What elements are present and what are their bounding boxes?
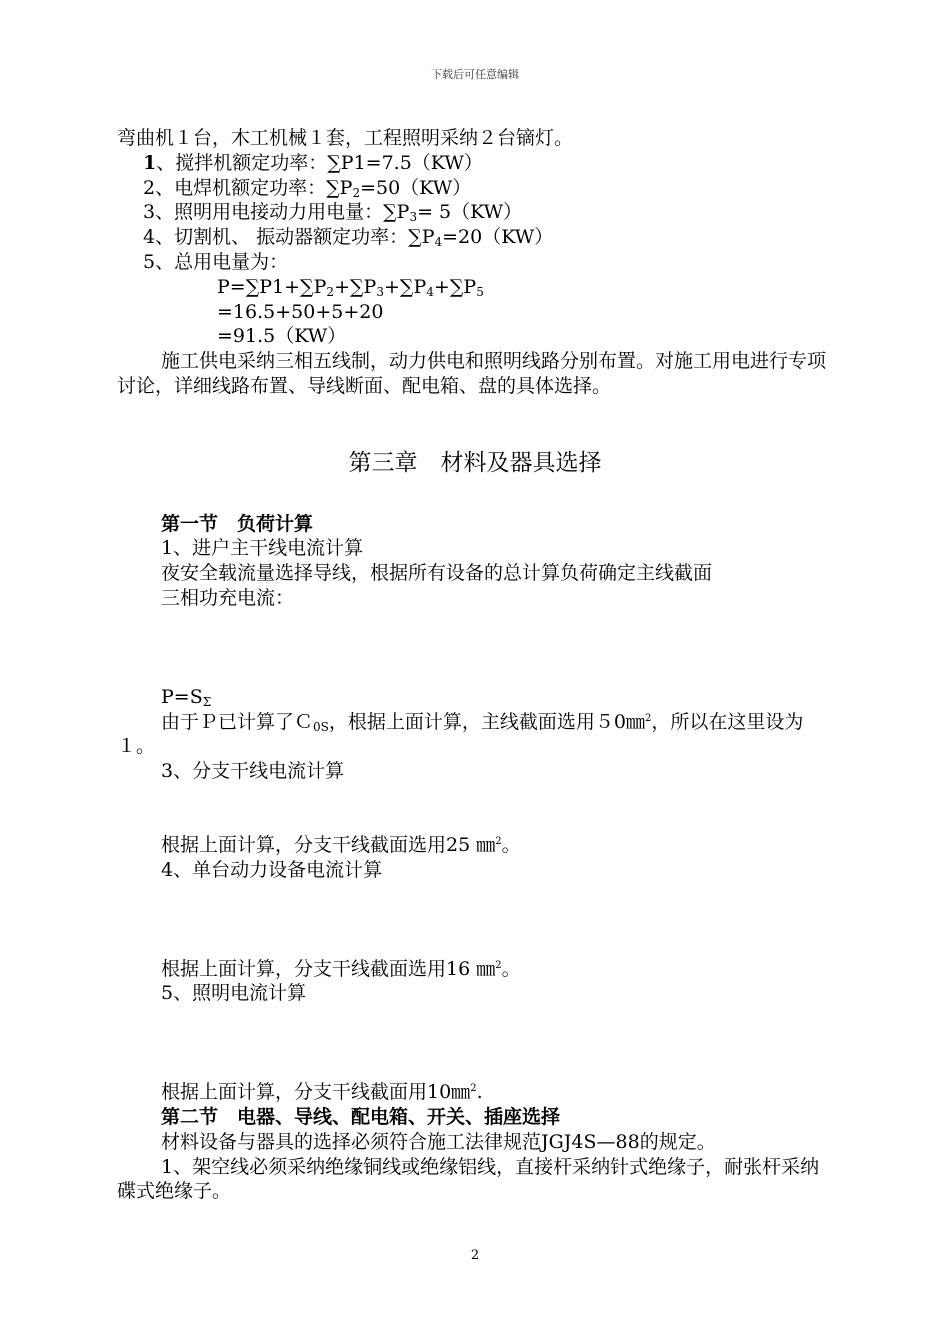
subscript: 2 xyxy=(326,284,335,299)
list-item xyxy=(117,151,833,176)
formula-text: P=S xyxy=(161,685,203,708)
superscript: 2 xyxy=(644,712,652,724)
formula-text: P=∑P1+∑P xyxy=(217,275,327,298)
formula-placeholder xyxy=(117,611,833,685)
paragraph-text: 。 xyxy=(501,957,521,980)
paragraph-text: 根据上面计算，分支干线截面用10㎜ xyxy=(161,1081,471,1104)
list-text: =50（KW） xyxy=(360,176,472,199)
subsection-heading: 5、照明电流计算 xyxy=(161,982,307,1005)
paragraph-line: 弯曲机１台，木工机械１套，工程照明采纳２台镝灯。 xyxy=(117,127,574,149)
list-text: 3、照明用电接动力用电量：∑P xyxy=(143,201,410,224)
paragraph-text: ，根据上面计算，主线截面选用５0㎜ xyxy=(328,710,645,733)
paragraph-text: 根据上面计算，分支干线截面选用25 ㎜ xyxy=(161,833,496,856)
subscript: 0S xyxy=(313,719,329,734)
paragraph-text: 由于Ｐ已计算了Ｃ xyxy=(161,710,314,733)
document-body xyxy=(117,126,833,1204)
paragraph-text: 根据上面计算，分支干线截面选用16 ㎜ xyxy=(161,957,496,980)
list-text: =20（KW） xyxy=(442,226,554,249)
subscript: 3 xyxy=(409,210,418,225)
superscript: 2 xyxy=(495,835,502,847)
paragraph xyxy=(117,710,833,760)
list-text: 2、电焊机额定功率：∑P xyxy=(143,176,353,199)
page-number: 2 xyxy=(470,1248,480,1263)
formula-line: =91.5（KW） xyxy=(217,325,347,348)
formula-line xyxy=(117,275,833,300)
subscript: 4 xyxy=(426,284,434,299)
paragraph: 1、架空线必须采纳绝缘铜线或绝缘铝线，直接杆采纳针式绝缘子，耐张杆采纳碟式绝缘子。 xyxy=(117,1155,820,1203)
formula-placeholder xyxy=(117,1006,833,1080)
list-item xyxy=(117,200,833,225)
formula-text: +∑P xyxy=(334,275,377,298)
formula-line: =16.5+50+5+20 xyxy=(217,300,384,323)
superscript: 2 xyxy=(470,1083,477,1095)
subscript: 4 xyxy=(434,235,443,250)
list-item xyxy=(117,225,833,250)
paragraph-line: 材料设备与器具的选择必须符合施工法律规范JGJ4S—88的规定。 xyxy=(161,1130,716,1153)
paragraph-line xyxy=(117,957,833,982)
list-item: 5、总用电量为： xyxy=(143,250,289,273)
paragraph-text: . xyxy=(476,1081,483,1104)
subscript: 2 xyxy=(352,185,361,200)
formula-line xyxy=(117,685,833,710)
list-text: 、搅拌机额定功率：∑P1=7.5（KW） xyxy=(156,151,483,174)
paragraph-line xyxy=(117,833,833,858)
subsection-heading: 4、单台动力设备电流计算 xyxy=(161,858,383,881)
paragraph-text: ，所以在这里设为１。 xyxy=(117,710,804,758)
superscript: 2 xyxy=(495,959,502,971)
section-title: 第二节 电器、导线、配电箱、开关、插座选择 xyxy=(161,1105,561,1128)
subsection-heading: 1、进户主干线电流计算 xyxy=(161,537,364,560)
subscript: 3 xyxy=(376,284,384,299)
formula-text: +∑P xyxy=(383,275,427,298)
page-header: 下载后可任意编辑 xyxy=(431,68,519,81)
list-item xyxy=(117,176,833,201)
subscript: Σ xyxy=(202,694,212,709)
section-title: 第一节 负荷计算 xyxy=(161,512,314,535)
paragraph-line xyxy=(117,1080,833,1105)
chapter-title: 第三章 材料及器具选择 xyxy=(348,449,602,476)
paragraph-line: 夜安全载流量选择导线，根据所有设备的总计算负荷确定主线截面 xyxy=(161,562,713,585)
formula-placeholder xyxy=(117,784,833,833)
paragraph-line: 三相功充电流： xyxy=(161,586,295,609)
subsection-heading: 3、分支干线电流计算 xyxy=(161,760,345,783)
formula-text: +∑P xyxy=(433,275,477,298)
paragraph: 施工供电采纳三相五线制，动力供电和照明线路分别布置。对施工用电进行专项讨论，详细线路布置、导线断面、配电箱、盘的具体选择。 xyxy=(117,350,827,397)
list-text: = 5（KW） xyxy=(417,201,523,224)
subscript: 5 xyxy=(476,284,484,299)
list-number: 1 xyxy=(143,151,157,174)
list-text: 4、切割机、 振动器额定功率：∑P xyxy=(143,226,435,249)
formula-placeholder xyxy=(117,883,833,957)
paragraph-text: 。 xyxy=(501,833,521,856)
